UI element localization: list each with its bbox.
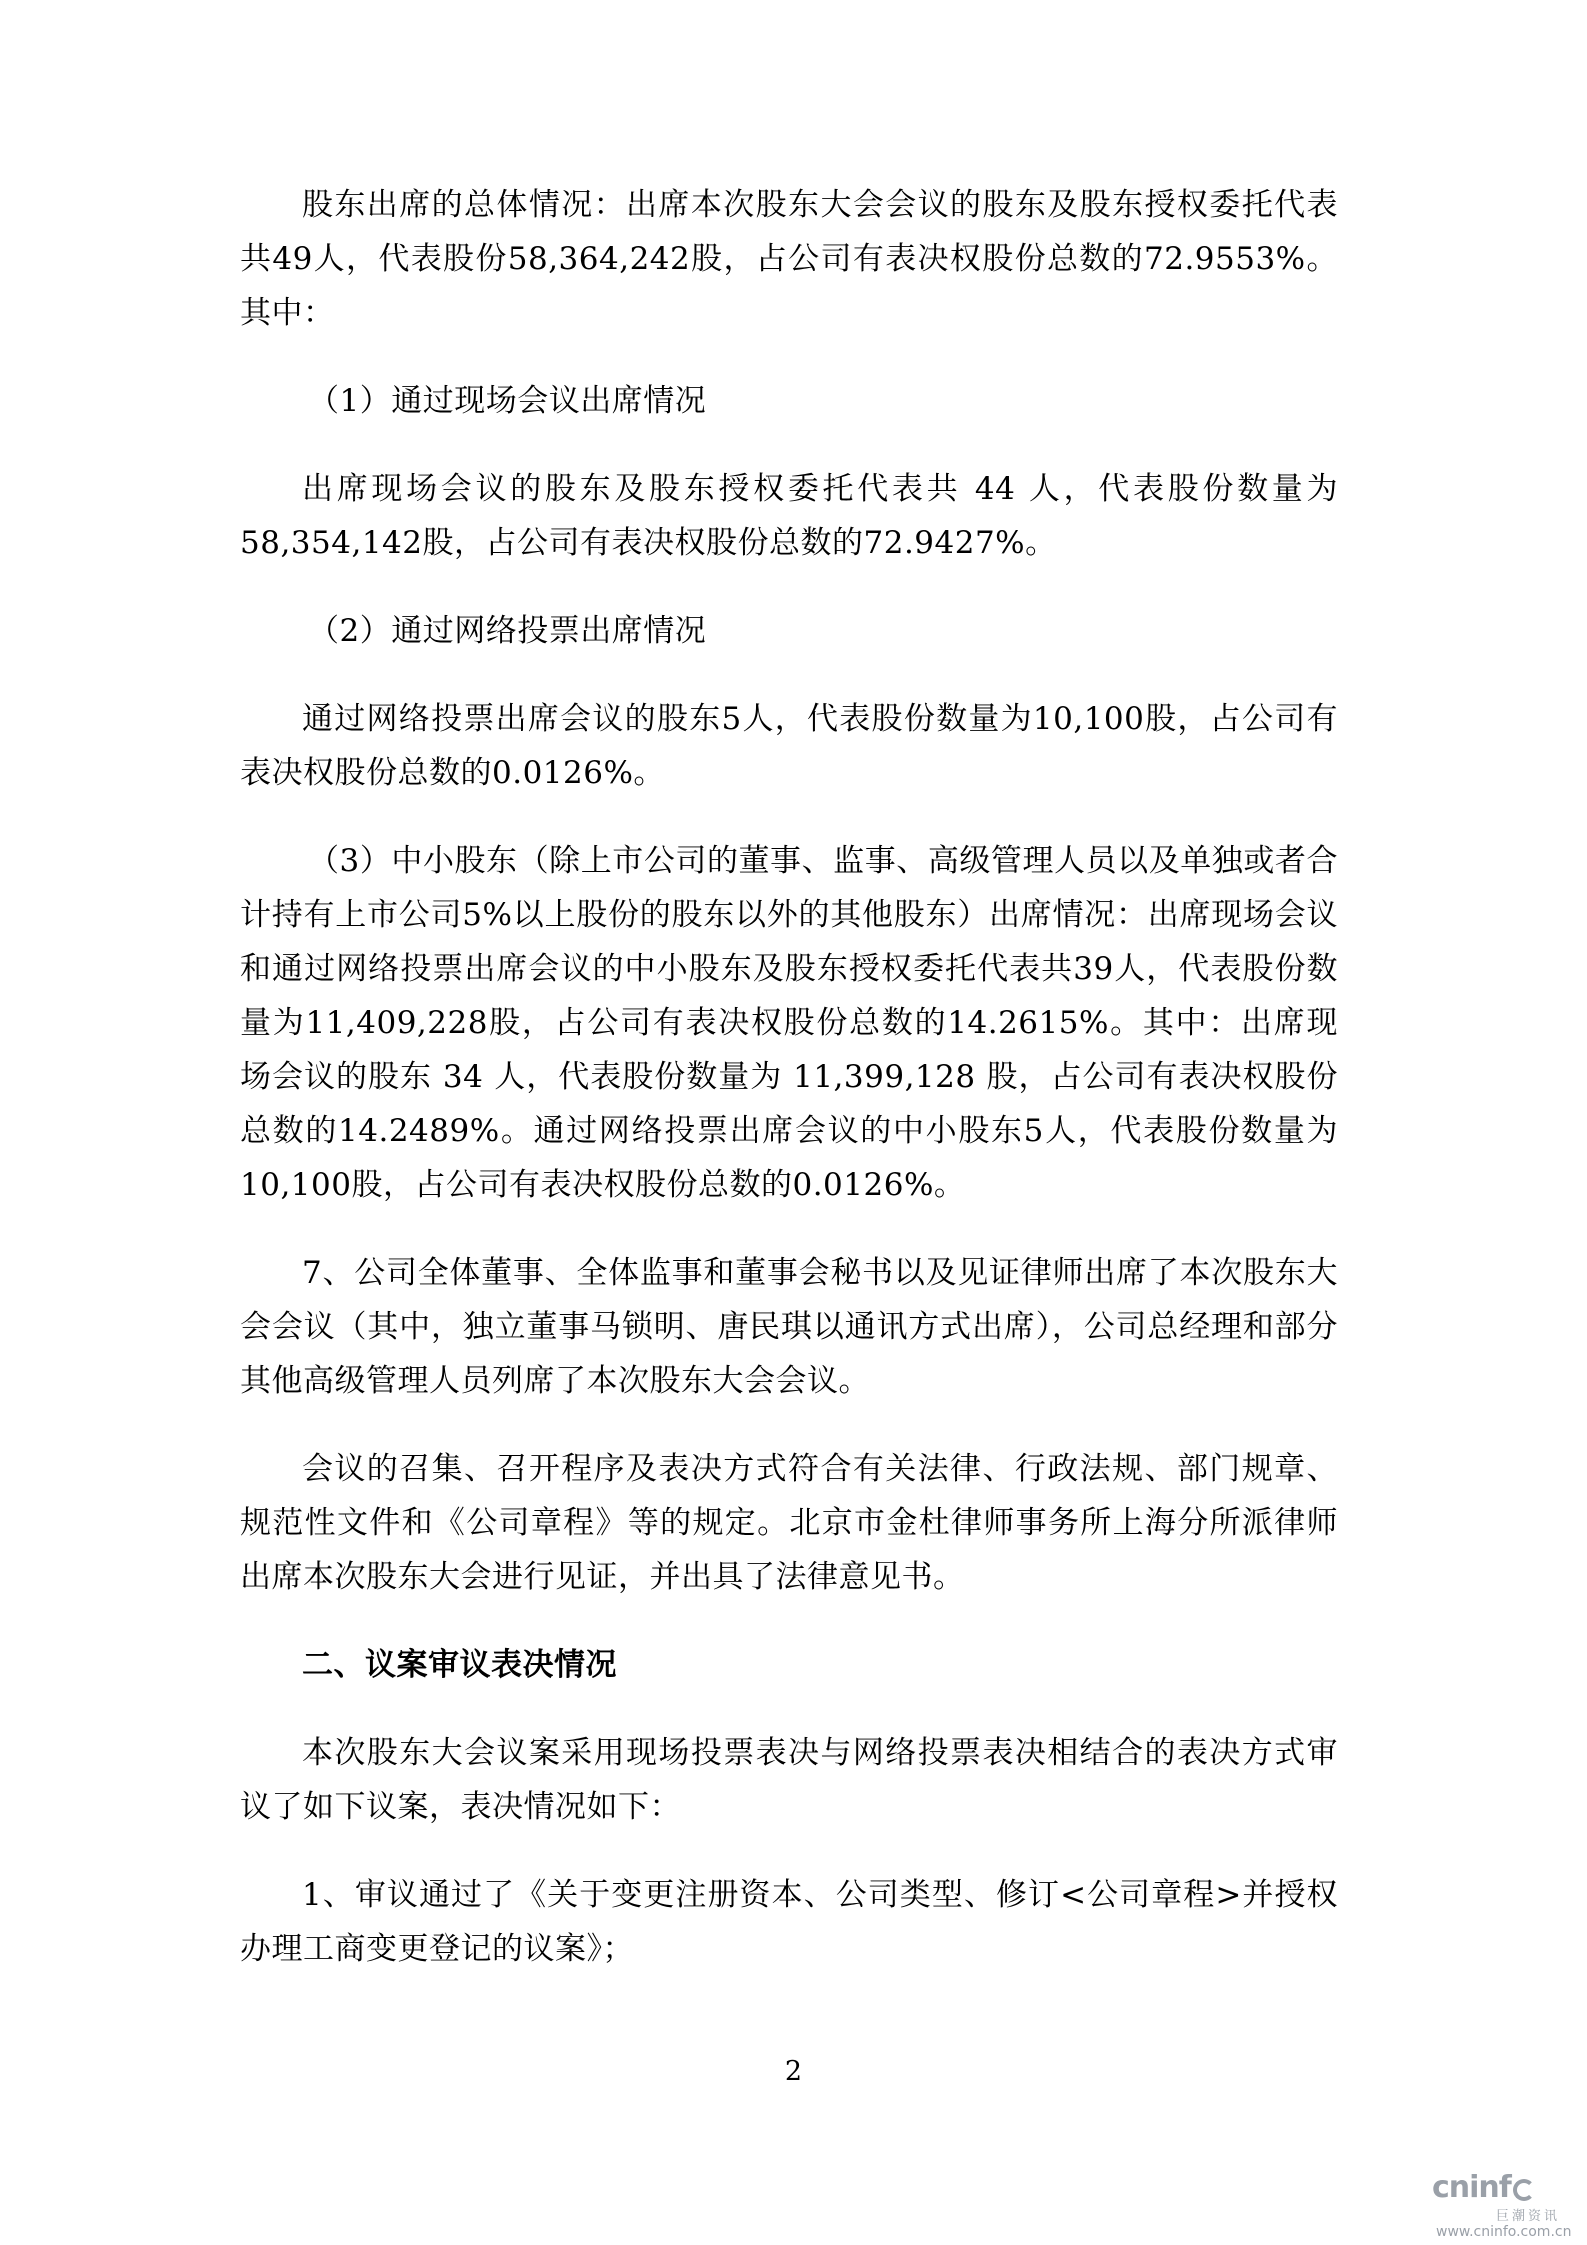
- voting-method-paragraph: 本次股东大会议案采用现场投票表决与网络投票表决相结合的表决方式审议了如下议案，表决情况如下：: [240, 1735, 1338, 1825]
- attendance-summary-paragraph: 股东出席的总体情况：出席本次股东大会会议的股东及股东授权委托代表共49人，代表股份58,364,242股，占公司有表决权股份总数的72.9553%。其中：: [240, 187, 1338, 331]
- onsite-attendance-heading: （1）通过现场会议出席情况: [308, 383, 707, 419]
- document-body: [240, 178, 1338, 2010]
- cninfo-chinese-name: 巨潮资讯: [1496, 2209, 1561, 2224]
- resolution-1-paragraph: 1、审议通过了《关于变更注册资本、公司类型、修订<公司章程>并授权办理工商变更登记的议案》；: [240, 1877, 1338, 1967]
- meeting-compliance-paragraph: 会议的召集、召开程序及表决方式符合有关法律、行政法规、部门规章、规范性文件和《公司章程》等的规定。北京市金杜律师事务所上海分所派律师出席本次股东大会进行见证，并出具了法律意见书。: [240, 1451, 1338, 1595]
- cninfo-url: www.cninfo.com.cn: [1436, 2224, 1572, 2240]
- section-heading-resolutions: 二、议案审议表决情况: [302, 1647, 617, 1683]
- online-voting-heading: （2）通过网络投票出席情况: [308, 613, 707, 649]
- onsite-attendance-paragraph: 出席现场会议的股东及股东授权委托代表共 44 人，代表股份数量为58,354,142股，占公司有表决权股份总数的72.9427%。: [240, 471, 1338, 561]
- cninfo-watermark: [1432, 2170, 1582, 2242]
- online-voting-paragraph: 通过网络投票出席会议的股东5人，代表股份数量为10,100股，占公司有表决权股份总数的0.0126%。: [240, 701, 1338, 791]
- directors-attendance-paragraph: 7、公司全体董事、全体监事和董事会秘书以及见证律师出席了本次股东大会会议（其中，独立董事马锁明、唐民琪以通讯方式出席），公司总经理和部分其他高级管理人员列席了本次股东大会会议。: [240, 1255, 1338, 1399]
- cninfo-swirl-icon: [1513, 2179, 1535, 2201]
- cninfo-logo: cninf: [1432, 2170, 1511, 2205]
- page-number: 2: [784, 2056, 803, 2087]
- minority-shareholders-paragraph: （3）中小股东（除上市公司的董事、监事、高级管理人员以及单独或者合计持有上市公司5%以上股份的股东以外的其他股东）出席情况：出席现场会议和通过网络投票出席会议的中小股东及股东授权委托代表共39人，代表股份数量为11,409,228股，占公司有表决权股份总数的14.2615%。其中：出席现场会议的股东 34 人，代表股份数量为 11,399,128 股，占公司有表决权股份总数的14.2489%。通过网络投票出席会议的中小股东5人，代表股份数量为10,100股，占公司有表决权股份总数的0.0126%。: [240, 843, 1338, 1203]
